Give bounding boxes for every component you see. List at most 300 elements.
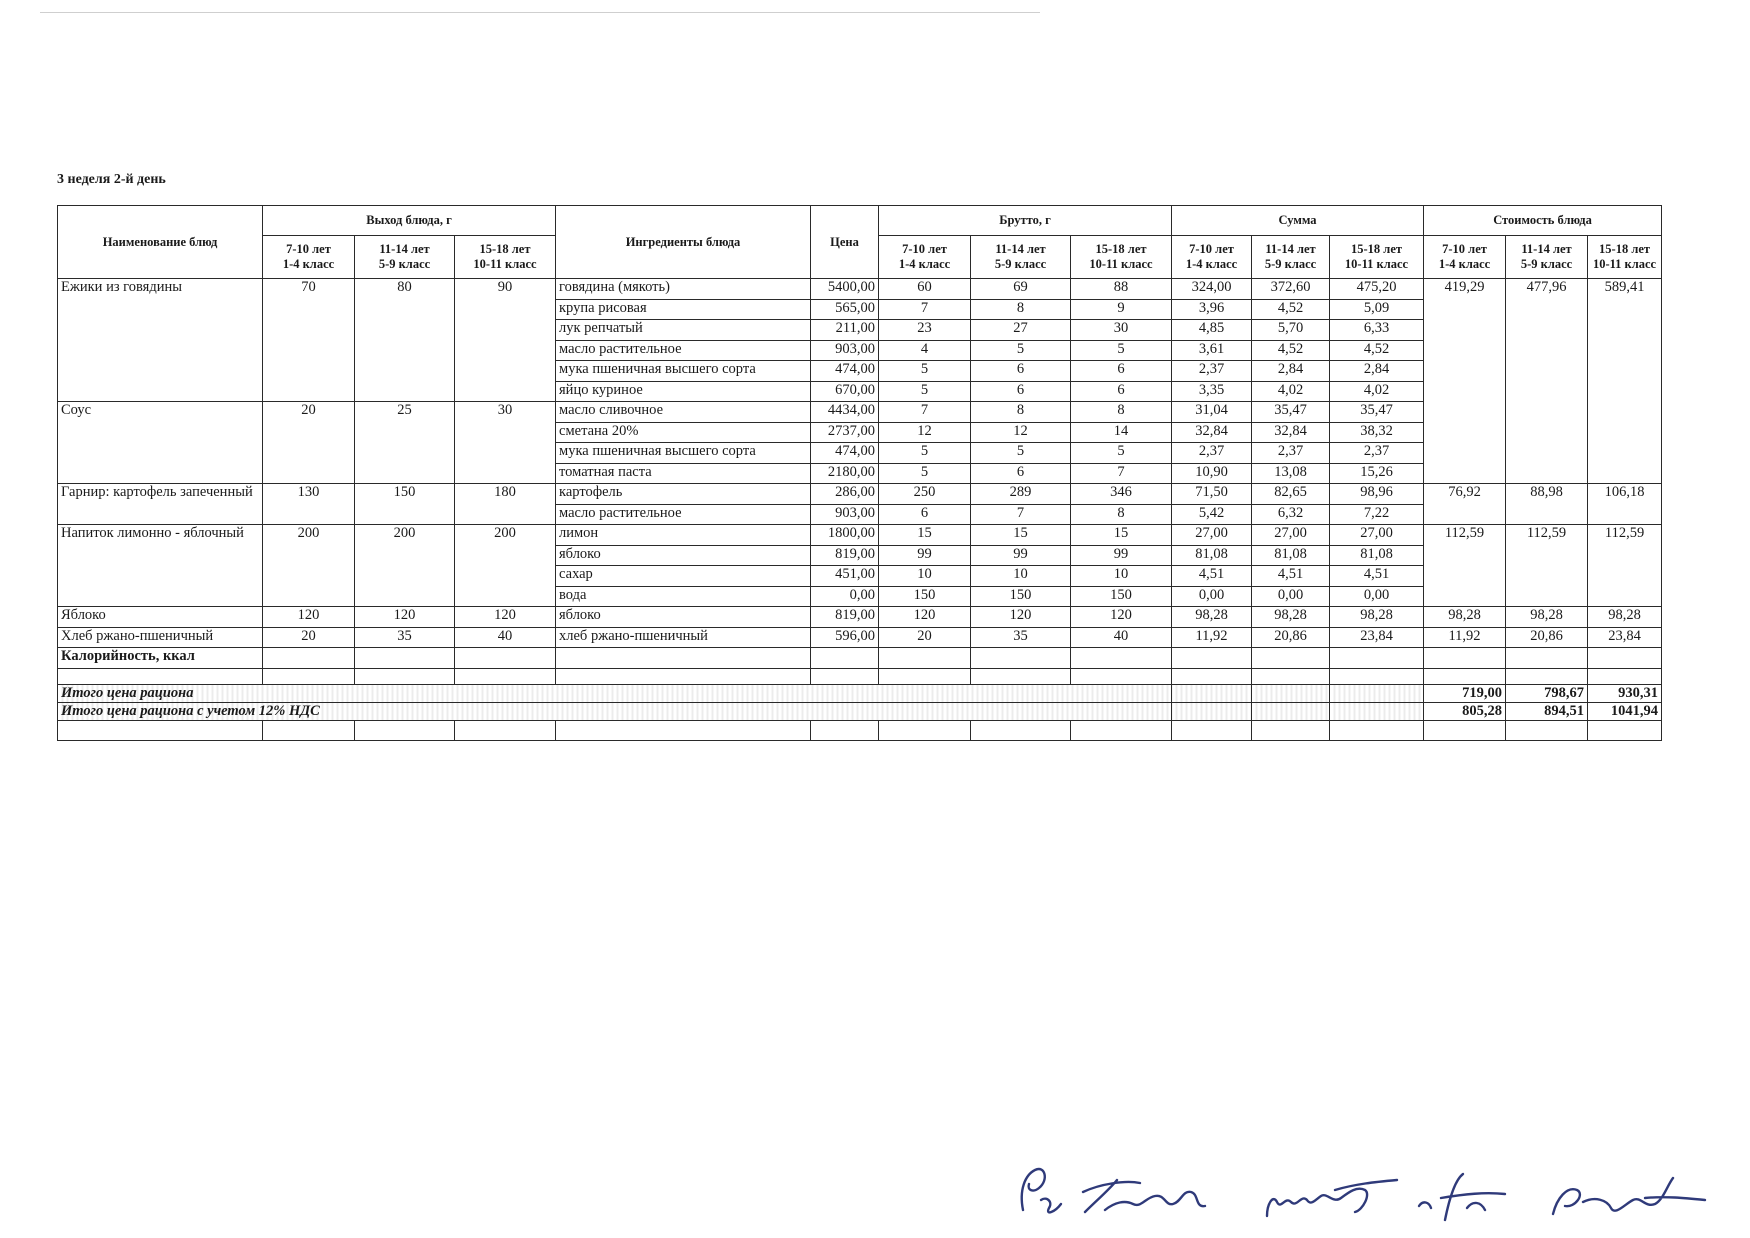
ingredient-brutto: 88 <box>1071 279 1172 300</box>
ingredient-sum: 3,35 <box>1172 381 1252 402</box>
ingredient-sum: 4,85 <box>1172 320 1252 341</box>
table-row <box>58 484 1662 505</box>
age-range: 7-10 лет <box>1442 242 1487 256</box>
ingredient-price: 819,00 <box>811 607 879 628</box>
ingredient-name: говядина (мякоть) <box>556 279 811 300</box>
header-brutto-age-1 <box>971 236 1071 279</box>
ingredient-price: 1800,00 <box>811 525 879 546</box>
empty-cell <box>1172 720 1252 740</box>
grade-range: 10-11 класс <box>1344 257 1409 271</box>
ingredient-brutto: 5 <box>971 443 1071 464</box>
grade-range: 5-9 класс <box>1520 257 1573 271</box>
age-range: 11-14 лет <box>1265 242 1316 256</box>
ingredient-brutto: 12 <box>879 422 971 443</box>
dish-cost: 11,92 <box>1424 627 1506 648</box>
ingredient-sum: 98,28 <box>1252 607 1330 628</box>
empty-cell <box>1588 720 1662 740</box>
empty-cell <box>1424 720 1506 740</box>
ingredient-sum: 35,47 <box>1330 402 1424 423</box>
dish-output: 200 <box>455 525 556 607</box>
empty-cell <box>58 720 263 740</box>
ingredient-sum: 5,09 <box>1330 299 1424 320</box>
empty-cell <box>1506 720 1588 740</box>
header-output-age-0 <box>263 236 355 279</box>
ingredient-brutto: 27 <box>971 320 1071 341</box>
ingredient-price: 2737,00 <box>811 422 879 443</box>
ingredient-brutto: 5 <box>879 443 971 464</box>
ingredient-sum: 35,47 <box>1252 402 1330 423</box>
header-cost-age-0 <box>1424 236 1506 279</box>
grade-range: 1-4 класс <box>1185 257 1238 271</box>
page-title: 3 неделя 2-й день <box>57 172 166 187</box>
dish-cost: 477,96 <box>1506 279 1588 484</box>
empty-cell <box>1588 648 1662 669</box>
ingredient-brutto: 7 <box>1071 463 1172 484</box>
empty-cell <box>1424 668 1506 684</box>
empty-cell <box>811 720 879 740</box>
grade-range: 5-9 класс <box>378 257 431 271</box>
ingredient-sum: 0,00 <box>1330 586 1424 607</box>
ingredient-name: хлеб ржано-пшеничный <box>556 627 811 648</box>
signatures <box>1005 1150 1735 1230</box>
ingredient-brutto: 5 <box>1071 443 1172 464</box>
ingredient-sum: 4,02 <box>1252 381 1330 402</box>
empty-cell <box>355 648 455 669</box>
ingredient-name: мука пшеничная высшего сорта <box>556 361 811 382</box>
ingredient-sum: 2,84 <box>1330 361 1424 382</box>
ingredient-brutto: 5 <box>879 381 971 402</box>
header-ingredients: Ингредиенты блюда <box>556 206 811 279</box>
total-row <box>58 702 1662 720</box>
ingredient-sum: 38,32 <box>1330 422 1424 443</box>
ingredient-brutto: 7 <box>971 504 1071 525</box>
empty-cell <box>811 648 879 669</box>
age-range: 15-18 лет <box>479 242 531 256</box>
dish-output: 90 <box>455 279 556 402</box>
header-output: Выход блюда, г <box>263 206 556 236</box>
ingredient-price: 211,00 <box>811 320 879 341</box>
total-label: Итого цена рациона <box>58 684 1172 702</box>
empty-cell <box>1071 720 1172 740</box>
header-output-age-1 <box>355 236 455 279</box>
dish-cost: 112,59 <box>1506 525 1588 607</box>
ingredient-sum: 2,37 <box>1172 361 1252 382</box>
grade-range: 1-4 класс <box>282 257 335 271</box>
dish-name: Ежики из говядины <box>58 279 263 402</box>
ingredient-sum: 11,92 <box>1172 627 1252 648</box>
empty-cell <box>455 648 556 669</box>
dish-output: 130 <box>263 484 355 525</box>
ingredient-sum: 2,37 <box>1252 443 1330 464</box>
dish-output: 25 <box>355 402 455 484</box>
ingredient-sum: 32,84 <box>1252 422 1330 443</box>
grade-range: 5-9 класс <box>1264 257 1317 271</box>
empty-cell <box>1252 702 1330 720</box>
ingredient-price: 451,00 <box>811 566 879 587</box>
spacer-row <box>58 668 1662 684</box>
header-brutto-age-2 <box>1071 236 1172 279</box>
table-row <box>58 279 1662 300</box>
ingredient-brutto: 6 <box>971 463 1071 484</box>
dish-cost: 98,28 <box>1588 607 1662 628</box>
empty-cell <box>879 720 971 740</box>
empty-cell <box>1252 648 1330 669</box>
ingredient-brutto: 10 <box>879 566 971 587</box>
ingredient-brutto: 99 <box>1071 545 1172 566</box>
ingredient-brutto: 10 <box>971 566 1071 587</box>
ingredient-price: 286,00 <box>811 484 879 505</box>
header-sum: Сумма <box>1172 206 1424 236</box>
empty-cell <box>1252 668 1330 684</box>
menu-table <box>57 205 1662 741</box>
ingredient-brutto: 5 <box>879 361 971 382</box>
ingredient-brutto: 150 <box>971 586 1071 607</box>
dish-name: Яблоко <box>58 607 263 628</box>
ingredient-price: 903,00 <box>811 504 879 525</box>
ingredient-brutto: 9 <box>1071 299 1172 320</box>
ingredient-brutto: 8 <box>971 299 1071 320</box>
ingredient-price: 903,00 <box>811 340 879 361</box>
dish-output: 20 <box>263 402 355 484</box>
dish-cost: 419,29 <box>1424 279 1506 484</box>
ingredient-sum: 98,96 <box>1330 484 1424 505</box>
ingredient-brutto: 120 <box>971 607 1071 628</box>
empty-cell <box>1330 684 1424 702</box>
ingredient-name: картофель <box>556 484 811 505</box>
ingredient-brutto: 6 <box>971 381 1071 402</box>
ingredient-brutto: 4 <box>879 340 971 361</box>
ingredient-sum: 98,28 <box>1330 607 1424 628</box>
ingredient-sum: 0,00 <box>1252 586 1330 607</box>
dish-name: Соус <box>58 402 263 484</box>
age-range: 11-14 лет <box>995 242 1046 256</box>
empty-cell <box>556 668 811 684</box>
ingredient-brutto: 15 <box>1071 525 1172 546</box>
spacer-row <box>58 720 1662 740</box>
ingredient-sum: 0,00 <box>1172 586 1252 607</box>
dish-cost: 98,28 <box>1506 607 1588 628</box>
empty-cell <box>263 720 355 740</box>
ingredient-sum: 4,52 <box>1252 299 1330 320</box>
ingredient-brutto: 7 <box>879 402 971 423</box>
header-cost: Стоимость блюда <box>1424 206 1662 236</box>
ingredient-sum: 32,84 <box>1172 422 1252 443</box>
table-row <box>58 525 1662 546</box>
ingredient-sum: 4,51 <box>1252 566 1330 587</box>
ingredient-name: томатная паста <box>556 463 811 484</box>
empty-cell <box>455 720 556 740</box>
ingredient-brutto: 10 <box>1071 566 1172 587</box>
ingredient-sum: 3,96 <box>1172 299 1252 320</box>
dish-output: 200 <box>263 525 355 607</box>
ingredient-price: 2180,00 <box>811 463 879 484</box>
ingredient-brutto: 15 <box>971 525 1071 546</box>
total-value: 805,28 <box>1424 702 1506 720</box>
dish-name: Гарнир: картофель запеченный <box>58 484 263 525</box>
ingredient-sum: 4,51 <box>1330 566 1424 587</box>
ingredient-name: крупа рисовая <box>556 299 811 320</box>
empty-cell <box>1588 668 1662 684</box>
scan-edge-line <box>40 12 1040 13</box>
ingredient-brutto: 6 <box>1071 381 1172 402</box>
ingredient-price: 565,00 <box>811 299 879 320</box>
ingredient-name: вода <box>556 586 811 607</box>
ingredient-price: 0,00 <box>811 586 879 607</box>
ingredient-price: 474,00 <box>811 361 879 382</box>
ingredient-brutto: 120 <box>1071 607 1172 628</box>
grade-range: 1-4 класс <box>898 257 951 271</box>
ingredient-name: яблоко <box>556 545 811 566</box>
header-cost-age-2 <box>1588 236 1662 279</box>
ingredient-brutto: 8 <box>1071 402 1172 423</box>
age-range: 11-14 лет <box>379 242 430 256</box>
dish-name: Напиток лимонно - яблочный <box>58 525 263 607</box>
ingredient-brutto: 6 <box>879 504 971 525</box>
ingredient-name: масло растительное <box>556 340 811 361</box>
empty-cell <box>1330 720 1424 740</box>
grade-range: 10-11 класс <box>1089 257 1153 271</box>
ingredient-brutto: 14 <box>1071 422 1172 443</box>
ingredient-sum: 2,37 <box>1172 443 1252 464</box>
ingredient-price: 596,00 <box>811 627 879 648</box>
empty-cell <box>879 668 971 684</box>
calories-label: Калорийность, ккал <box>58 648 263 669</box>
ingredient-sum: 81,08 <box>1252 545 1330 566</box>
ingredient-brutto: 6 <box>1071 361 1172 382</box>
ingredient-sum: 4,02 <box>1330 381 1424 402</box>
empty-cell <box>556 720 811 740</box>
table-row <box>58 627 1662 648</box>
age-range: 15-18 лет <box>1599 242 1651 256</box>
ingredient-sum: 27,00 <box>1330 525 1424 546</box>
ingredient-sum: 13,08 <box>1252 463 1330 484</box>
empty-cell <box>1424 648 1506 669</box>
ingredient-sum: 6,32 <box>1252 504 1330 525</box>
ingredient-brutto: 6 <box>971 361 1071 382</box>
ingredient-sum: 475,20 <box>1330 279 1424 300</box>
dish-cost: 20,86 <box>1506 627 1588 648</box>
empty-cell <box>263 668 355 684</box>
ingredient-brutto: 250 <box>879 484 971 505</box>
ingredient-price: 5400,00 <box>811 279 879 300</box>
ingredient-sum: 27,00 <box>1252 525 1330 546</box>
ingredient-sum: 2,37 <box>1330 443 1424 464</box>
ingredient-sum: 82,65 <box>1252 484 1330 505</box>
empty-cell <box>1172 702 1252 720</box>
header-sum-age-2 <box>1330 236 1424 279</box>
ingredient-name: лук репчатый <box>556 320 811 341</box>
table-row <box>58 402 1662 423</box>
ingredient-brutto: 5 <box>971 340 1071 361</box>
ingredient-brutto: 30 <box>1071 320 1172 341</box>
ingredient-brutto: 8 <box>1071 504 1172 525</box>
ingredient-name: масло сливочное <box>556 402 811 423</box>
ingredient-brutto: 289 <box>971 484 1071 505</box>
dish-output: 150 <box>355 484 455 525</box>
ingredient-brutto: 120 <box>879 607 971 628</box>
header-sum-age-0 <box>1172 236 1252 279</box>
empty-cell <box>1330 648 1424 669</box>
dish-output: 120 <box>263 607 355 628</box>
ingredient-brutto: 69 <box>971 279 1071 300</box>
ingredient-brutto: 23 <box>879 320 971 341</box>
empty-cell <box>1330 702 1424 720</box>
dish-output: 180 <box>455 484 556 525</box>
empty-cell <box>1252 684 1330 702</box>
header-output-age-2 <box>455 236 556 279</box>
ingredient-sum: 4,51 <box>1172 566 1252 587</box>
empty-cell <box>1506 668 1588 684</box>
empty-cell <box>971 648 1071 669</box>
ingredient-sum: 31,04 <box>1172 402 1252 423</box>
age-range: 7-10 лет <box>286 242 331 256</box>
grade-range: 10-11 класс <box>1592 257 1657 271</box>
ingredient-brutto: 35 <box>971 627 1071 648</box>
empty-cell <box>263 648 355 669</box>
total-row <box>58 684 1662 702</box>
ingredient-name: яблоко <box>556 607 811 628</box>
ingredient-brutto: 99 <box>971 545 1071 566</box>
dish-cost: 112,59 <box>1424 525 1506 607</box>
ingredient-sum: 4,52 <box>1252 340 1330 361</box>
ingredient-sum: 5,70 <box>1252 320 1330 341</box>
ingredient-price: 474,00 <box>811 443 879 464</box>
ingredient-sum: 20,86 <box>1252 627 1330 648</box>
age-range: 7-10 лет <box>1189 242 1234 256</box>
dish-output: 40 <box>455 627 556 648</box>
ingredient-sum: 15,26 <box>1330 463 1424 484</box>
dish-output: 70 <box>263 279 355 402</box>
header-dish-name: Наименование блюд <box>58 206 263 279</box>
ingredient-brutto: 40 <box>1071 627 1172 648</box>
ingredient-name: лимон <box>556 525 811 546</box>
empty-cell <box>355 668 455 684</box>
empty-cell <box>811 668 879 684</box>
ingredient-brutto: 15 <box>879 525 971 546</box>
ingredient-sum: 3,61 <box>1172 340 1252 361</box>
empty-cell <box>556 648 811 669</box>
ingredient-price: 670,00 <box>811 381 879 402</box>
total-value: 894,51 <box>1506 702 1588 720</box>
empty-cell <box>971 720 1071 740</box>
ingredient-sum: 4,52 <box>1330 340 1424 361</box>
dish-name: Хлеб ржано-пшеничный <box>58 627 263 648</box>
ingredient-sum: 98,28 <box>1172 607 1252 628</box>
ingredient-name: сметана 20% <box>556 422 811 443</box>
age-range: 15-18 лет <box>1351 242 1403 256</box>
ingredient-sum: 10,90 <box>1172 463 1252 484</box>
ingredient-name: масло растительное <box>556 504 811 525</box>
ingredient-sum: 81,08 <box>1330 545 1424 566</box>
dish-cost: 112,59 <box>1588 525 1662 607</box>
grade-range: 1-4 класс <box>1438 257 1491 271</box>
empty-cell <box>58 668 263 684</box>
empty-cell <box>1172 668 1252 684</box>
ingredient-brutto: 60 <box>879 279 971 300</box>
grade-range: 5-9 класс <box>994 257 1047 271</box>
empty-cell <box>455 668 556 684</box>
dish-output: 20 <box>263 627 355 648</box>
dish-output: 120 <box>355 607 455 628</box>
ingredient-sum: 6,33 <box>1330 320 1424 341</box>
age-range: 15-18 лет <box>1095 242 1147 256</box>
total-value: 798,67 <box>1506 684 1588 702</box>
ingredient-brutto: 8 <box>971 402 1071 423</box>
ingredient-price: 4434,00 <box>811 402 879 423</box>
ingredient-brutto: 150 <box>1071 586 1172 607</box>
ingredient-brutto: 99 <box>879 545 971 566</box>
table-row <box>58 607 1662 628</box>
header-cost-age-1 <box>1506 236 1588 279</box>
ingredient-brutto: 7 <box>879 299 971 320</box>
ingredient-price: 819,00 <box>811 545 879 566</box>
ingredient-sum: 27,00 <box>1172 525 1252 546</box>
dish-cost: 23,84 <box>1588 627 1662 648</box>
empty-cell <box>1071 648 1172 669</box>
empty-cell <box>1172 684 1252 702</box>
header-sum-age-1 <box>1252 236 1330 279</box>
ingredient-brutto: 5 <box>1071 340 1172 361</box>
dish-output: 200 <box>355 525 455 607</box>
dish-cost: 76,92 <box>1424 484 1506 525</box>
ingredient-brutto: 20 <box>879 627 971 648</box>
ingredient-name: сахар <box>556 566 811 587</box>
dish-cost: 589,41 <box>1588 279 1662 484</box>
header-price: Цена <box>811 206 879 279</box>
empty-cell <box>1506 648 1588 669</box>
grade-range: 10-11 класс <box>473 257 537 271</box>
dish-output: 30 <box>455 402 556 484</box>
ingredient-sum: 2,84 <box>1252 361 1330 382</box>
ingredient-brutto: 12 <box>971 422 1071 443</box>
ingredient-sum: 81,08 <box>1172 545 1252 566</box>
dish-output: 80 <box>355 279 455 402</box>
ingredient-sum: 71,50 <box>1172 484 1252 505</box>
age-range: 11-14 лет <box>1521 242 1572 256</box>
dish-cost: 88,98 <box>1506 484 1588 525</box>
empty-cell <box>971 668 1071 684</box>
total-value: 719,00 <box>1424 684 1506 702</box>
ingredient-brutto: 346 <box>1071 484 1172 505</box>
empty-cell <box>879 648 971 669</box>
ingredient-sum: 5,42 <box>1172 504 1252 525</box>
ingredient-sum: 324,00 <box>1172 279 1252 300</box>
ingredient-sum: 23,84 <box>1330 627 1424 648</box>
empty-cell <box>1330 668 1424 684</box>
empty-cell <box>355 720 455 740</box>
total-value: 1041,94 <box>1588 702 1662 720</box>
ingredient-name: мука пшеничная высшего сорта <box>556 443 811 464</box>
dish-output: 120 <box>455 607 556 628</box>
ingredient-sum: 372,60 <box>1252 279 1330 300</box>
dish-output: 35 <box>355 627 455 648</box>
ingredient-brutto: 5 <box>879 463 971 484</box>
calories-row <box>58 648 1662 669</box>
dish-cost: 98,28 <box>1424 607 1506 628</box>
age-range: 7-10 лет <box>902 242 947 256</box>
header-brutto: Брутто, г <box>879 206 1172 236</box>
total-value: 930,31 <box>1588 684 1662 702</box>
ingredient-name: яйцо куриное <box>556 381 811 402</box>
dish-cost: 106,18 <box>1588 484 1662 525</box>
empty-cell <box>1172 648 1252 669</box>
total-label: Итого цена рациона с учетом 12% НДС <box>58 702 1172 720</box>
empty-cell <box>1252 720 1330 740</box>
header-brutto-age-0 <box>879 236 971 279</box>
ingredient-brutto: 150 <box>879 586 971 607</box>
empty-cell <box>1071 668 1172 684</box>
ingredient-sum: 7,22 <box>1330 504 1424 525</box>
